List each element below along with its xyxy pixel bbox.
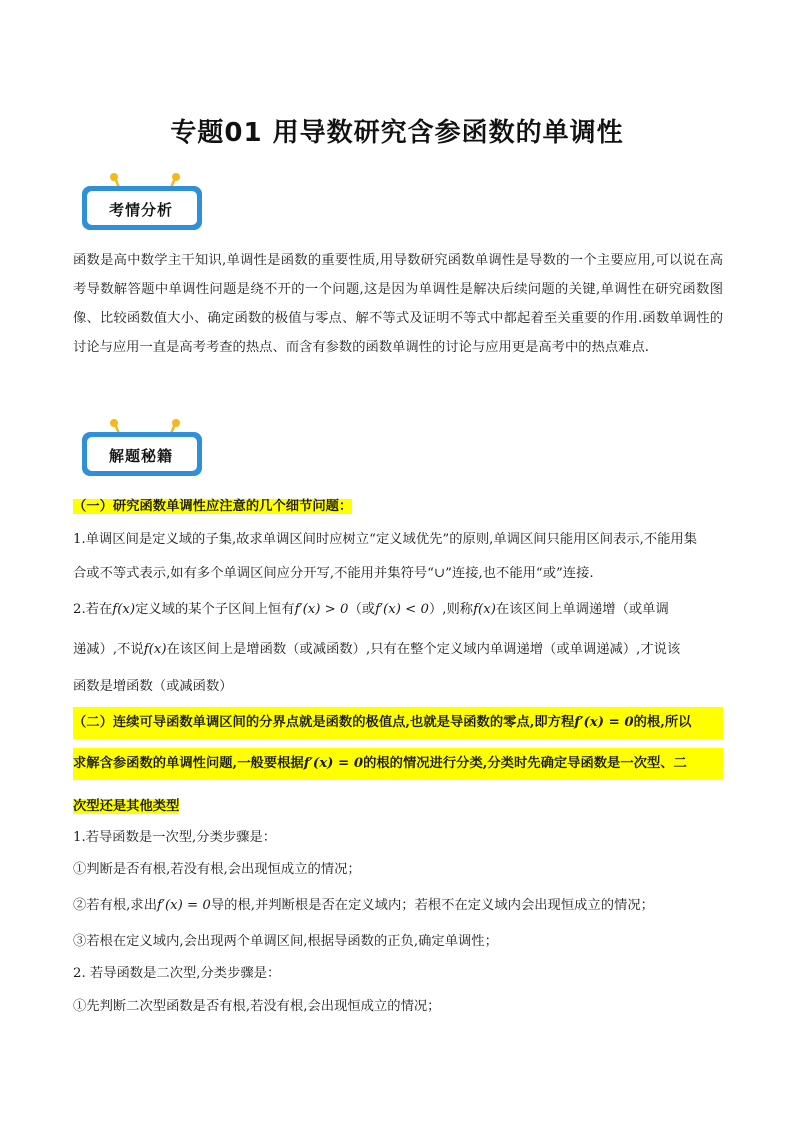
item2-line3: 函数是增函数（或减函数）	[73, 679, 233, 694]
analysis-paragraph: 函数是高中数学主干知识,单调性是函数的重要性质,用导数研究函数单调性是导数的一个主要应用,可以说在高考导数解答题中单调性问题是绕不开的一个问题,这是因为单调性是解决后续问题的关键,单调性在研究函数图像、比较函数值大小、确定函数的极值与零点、解不等式及证明不等式中都起着至关重要的作用.函数单调性的讨论与应用一直是高考考查的热点、而含有参数的函数单调性的讨论与应用更是高考中的热点难点.	[73, 253, 723, 355]
section1-heading: （一）研究函数单调性应注意的几个细节问题：	[73, 499, 353, 514]
step-4: ③若根在定义域内,会出现两个单调区间,根据导函数的正负,确定单调性；	[73, 934, 498, 949]
step-1: 1.若导函数是一次型,分类步骤是：	[73, 830, 277, 845]
secrets-badge	[80, 418, 210, 468]
step-6: ①先判断二次型函数是否有根,若没有根,会出现恒成立的情况；	[73, 999, 441, 1014]
step-5: 2. 若导函数是二次型,分类步骤是：	[73, 966, 281, 981]
page-title: 专题01 用导数研究含参函数的单调性	[170, 118, 624, 148]
section2-line1: （二）连续可导函数单调区间的分界点就是函数的极值点,也就是导函数的零点,即方程f′(x) = 0的根,所以	[73, 707, 723, 739]
step-3: ②若有根,求出f′(x) = 0导的根,并判断根是否在定义域内；若根不在定义域内会出现恒成立的情况；	[73, 898, 654, 913]
section2-line3: 次型还是其他类型	[73, 799, 180, 814]
item1-line2: 合或不等式表示,如有多个单调区间应分开写,不能用并集符号“∪”连接,也不能用“或”连接.	[73, 566, 594, 581]
analysis-badge-label: 考情分析	[108, 201, 173, 219]
section2-line2: 求解含参函数的单调性问题,一般要根据f′(x) = 0的根的情况进行分类,分类时先确定导函数是一次型、二	[73, 748, 723, 780]
analysis-badge	[80, 172, 210, 222]
item2-line1: 2.若在f(x)定义域的某个子区间上恒有f′(x) > 0（或f′(x) < 0）,则称f(x)在该区间上单调递增（或单调	[73, 602, 669, 617]
step-2: ①判断是否有根,若没有根,会出现恒成立的情况；	[73, 862, 361, 877]
item1-line1: 1.单调区间是定义域的子集,故求单调区间时应树立“定义域优先”的原则,单调区间只能用区间表示,不能用集	[73, 532, 698, 547]
secrets-badge-label: 解题秘籍	[108, 447, 173, 465]
item2-line2: 递减）,不说f(x)在该区间上是增函数（或减函数）,只有在整个定义域内单调递增（或单调递减）,才说该	[73, 642, 681, 657]
